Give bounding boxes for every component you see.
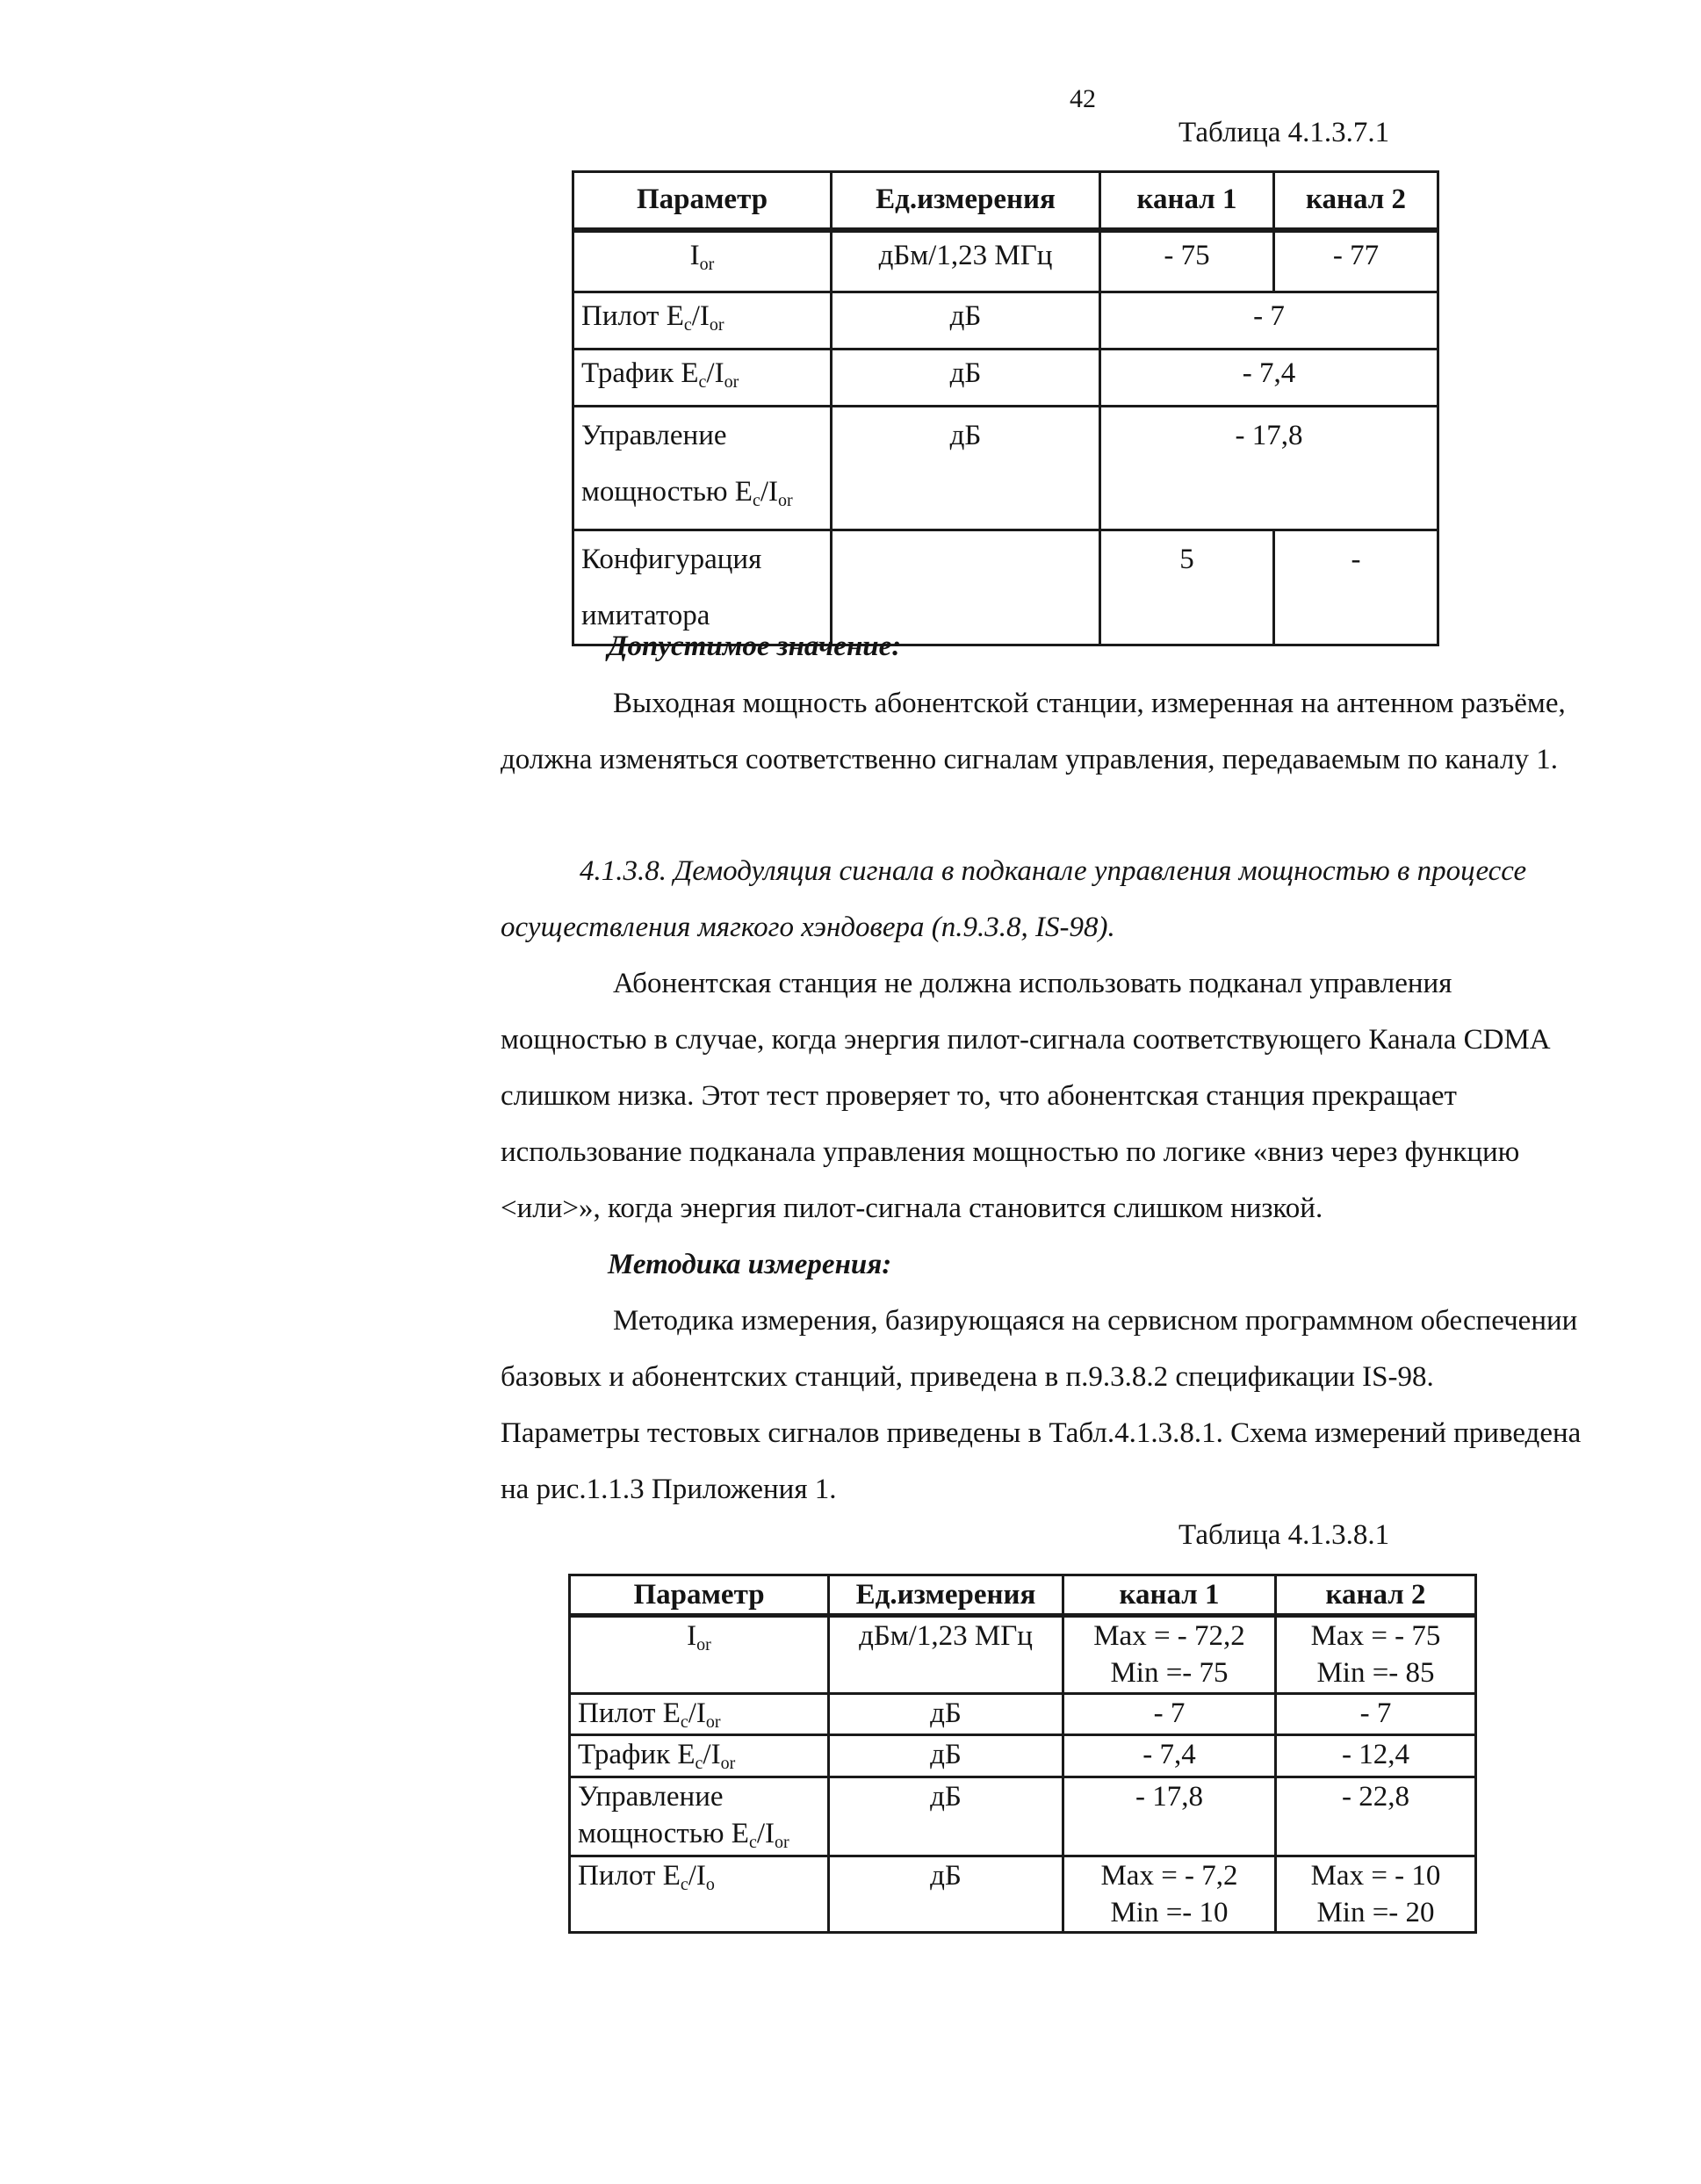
- method-text-line-3: Параметры тестовых сигналов приведены в Табл.4.1.3.8.1. Схема измерений приведена: [501, 1417, 1582, 1449]
- unit-cell: дБ: [832, 407, 1100, 530]
- param-text: /I: [688, 1697, 706, 1729]
- section-text-line-3: слишком низка. Этот тест проверяет то, что абонентская станция прекращает: [501, 1080, 1457, 1112]
- header-parameter: Параметр: [570, 1575, 829, 1616]
- value-max: Max = - 7,2: [1100, 1859, 1238, 1892]
- table-4-1-3-8-1: [568, 1574, 1477, 1934]
- channel-2-cell: - 12,4: [1276, 1735, 1476, 1777]
- param-text: Пилот E: [581, 300, 684, 332]
- method-heading: Методика измерения:: [608, 1249, 892, 1280]
- table-row: [570, 1693, 1476, 1735]
- param-text: Управление: [581, 420, 727, 451]
- channel-1-cell: - 75: [1100, 230, 1274, 292]
- header-unit: Ед.измерения: [829, 1575, 1063, 1616]
- param-subscript: or: [775, 1833, 789, 1853]
- value-cell: - 7,4: [1100, 350, 1438, 407]
- table-row: [570, 1616, 1476, 1693]
- param-cell: [570, 1693, 829, 1735]
- channel-1-cell: - 7: [1063, 1693, 1276, 1735]
- channel-2-cell: - 77: [1274, 230, 1438, 292]
- param-subscript: c: [695, 1754, 703, 1774]
- param-cell: [570, 1735, 829, 1777]
- param-subscript: or: [724, 372, 739, 392]
- unit-cell: дБ: [832, 350, 1100, 407]
- param-text: Пилот E: [578, 1859, 681, 1892]
- header-channel-1: канал 1: [1063, 1575, 1276, 1616]
- param-text: /I: [691, 300, 710, 332]
- param-text: Конфигурация: [581, 544, 762, 575]
- value-cell: - 17,8: [1100, 407, 1438, 530]
- value-cell: - 7: [1100, 292, 1438, 350]
- value-max: Max = - 72,2: [1093, 1620, 1245, 1653]
- value-min: Min =- 85: [1316, 1657, 1435, 1690]
- param-text: Управление: [578, 1780, 724, 1813]
- value-min: Min =- 75: [1110, 1657, 1229, 1690]
- table1-caption: Таблица 4.1.3.7.1: [1178, 117, 1390, 148]
- channel-2-cell: [1276, 1856, 1476, 1932]
- channel-2-cell: -: [1274, 530, 1438, 645]
- value-max: Max = - 10: [1310, 1859, 1441, 1892]
- param-subscript: c: [680, 1712, 688, 1732]
- param-text: Пилот E: [578, 1697, 681, 1729]
- param-subscript: c: [698, 372, 707, 392]
- param-text: /I: [688, 1859, 706, 1892]
- channel-1-cell: - 17,8: [1063, 1777, 1276, 1856]
- table-header-row: [570, 1575, 1476, 1616]
- param-cell: [573, 292, 832, 350]
- param-subscript: or: [696, 1635, 711, 1655]
- param-text: /I: [706, 357, 724, 389]
- value-max: Max = - 75: [1310, 1620, 1441, 1653]
- section-heading-line-2: осуществления мягкого хэндовера (п.9.3.8, IS-98).: [501, 912, 1115, 943]
- param-text: Трафик E: [581, 357, 699, 389]
- param-cell: [570, 1856, 829, 1932]
- param-subscript: or: [720, 1754, 736, 1774]
- channel-2-cell: [1276, 1616, 1476, 1693]
- channel-1-cell: [1063, 1856, 1276, 1932]
- table-row: [570, 1777, 1476, 1856]
- param-subscript: or: [778, 491, 793, 510]
- table-row: [570, 1856, 1476, 1932]
- table-header-row: [573, 172, 1438, 231]
- header-parameter: Параметр: [573, 172, 832, 231]
- channel-1-cell: [1063, 1616, 1276, 1693]
- method-text-line-1: Методика измерения, базирующаяся на сервисном программном обеспечении: [613, 1305, 1578, 1337]
- header-channel-2: канал 2: [1274, 172, 1438, 231]
- param-subscript: or: [705, 1712, 721, 1732]
- unit-cell: дБ: [829, 1693, 1063, 1735]
- header-channel-2: канал 2: [1276, 1575, 1476, 1616]
- section-text-line-2: мощностью в случае, когда энергия пилот-сигнала соответствующего Канала CDMA: [501, 1024, 1551, 1056]
- unit-cell: дБ: [829, 1735, 1063, 1777]
- allowed-text-line-1: Выходная мощность абонентской станции, измеренная на антенном разъёме,: [613, 688, 1566, 719]
- param-text: имитатора: [581, 600, 710, 631]
- param-subscript: c: [680, 1874, 688, 1894]
- param-subscript: or: [709, 315, 724, 335]
- param-cell: [573, 407, 832, 530]
- table-row: [570, 1735, 1476, 1777]
- param-subscript: c: [752, 491, 760, 510]
- param-text: мощностью E: [578, 1818, 749, 1850]
- unit-cell: дБм/1,23 МГц: [829, 1616, 1063, 1693]
- param-subscript: c: [683, 315, 692, 335]
- header-unit: Ед.измерения: [832, 172, 1100, 231]
- param-text: /I: [760, 476, 779, 508]
- value-min: Min =- 20: [1316, 1896, 1435, 1928]
- param-subscript: c: [748, 1833, 757, 1853]
- param-subscript: o: [705, 1874, 715, 1894]
- param-text: I: [687, 1620, 697, 1653]
- page-number: 42: [1070, 84, 1096, 113]
- value-min: Min =- 10: [1110, 1896, 1229, 1928]
- header-channel-1: канал 1: [1100, 172, 1274, 231]
- method-text-line-4: на рис.1.1.3 Приложения 1.: [501, 1474, 837, 1505]
- unit-cell: дБ: [829, 1777, 1063, 1856]
- channel-1-cell: 5: [1100, 530, 1274, 645]
- param-cell: [570, 1616, 829, 1693]
- channel-2-cell: - 22,8: [1276, 1777, 1476, 1856]
- channel-2-cell: - 7: [1276, 1693, 1476, 1735]
- table-row: [573, 407, 1438, 530]
- param-text: Трафик E: [578, 1739, 696, 1771]
- param-cell: [573, 350, 832, 407]
- param-text: /I: [703, 1739, 721, 1771]
- unit-cell: дБ: [829, 1856, 1063, 1932]
- param-subscript: or: [699, 255, 715, 274]
- table2-caption: Таблица 4.1.3.8.1: [1178, 1519, 1390, 1551]
- section-text-line-4: использование подканала управления мощностью по логике «вниз через функцию: [501, 1136, 1520, 1168]
- section-text-line-5: <или>», когда энергия пилот-сигнала становится слишком низкой.: [501, 1193, 1323, 1224]
- unit-cell: дБ: [832, 292, 1100, 350]
- section-heading-line-1: 4.1.3.8. Демодуляция сигнала в подканале управления мощностью в процессе: [580, 855, 1527, 887]
- allowed-value-heading: Допустимое значение:: [608, 631, 902, 662]
- table-row: [573, 350, 1438, 407]
- unit-cell: дБм/1,23 МГц: [832, 230, 1100, 292]
- table-row: [573, 230, 1438, 292]
- param-text: I: [689, 240, 700, 271]
- allowed-text-line-2: должна изменяться соответственно сигналам управления, передаваемым по каналу 1.: [501, 744, 1558, 775]
- param-text: мощностью E: [581, 476, 753, 508]
- param-cell: [570, 1777, 829, 1856]
- param-cell: [573, 230, 832, 292]
- section-text-line-1: Абонентская станция не должна использовать подканал управления: [613, 968, 1452, 999]
- param-text: /I: [756, 1818, 775, 1850]
- table-row: [573, 292, 1438, 350]
- channel-1-cell: - 7,4: [1063, 1735, 1276, 1777]
- method-text-line-2: базовых и абонентских станций, приведена в п.9.3.8.2 спецификации IS-98.: [501, 1361, 1434, 1393]
- table-4-1-3-7-1: [572, 170, 1439, 646]
